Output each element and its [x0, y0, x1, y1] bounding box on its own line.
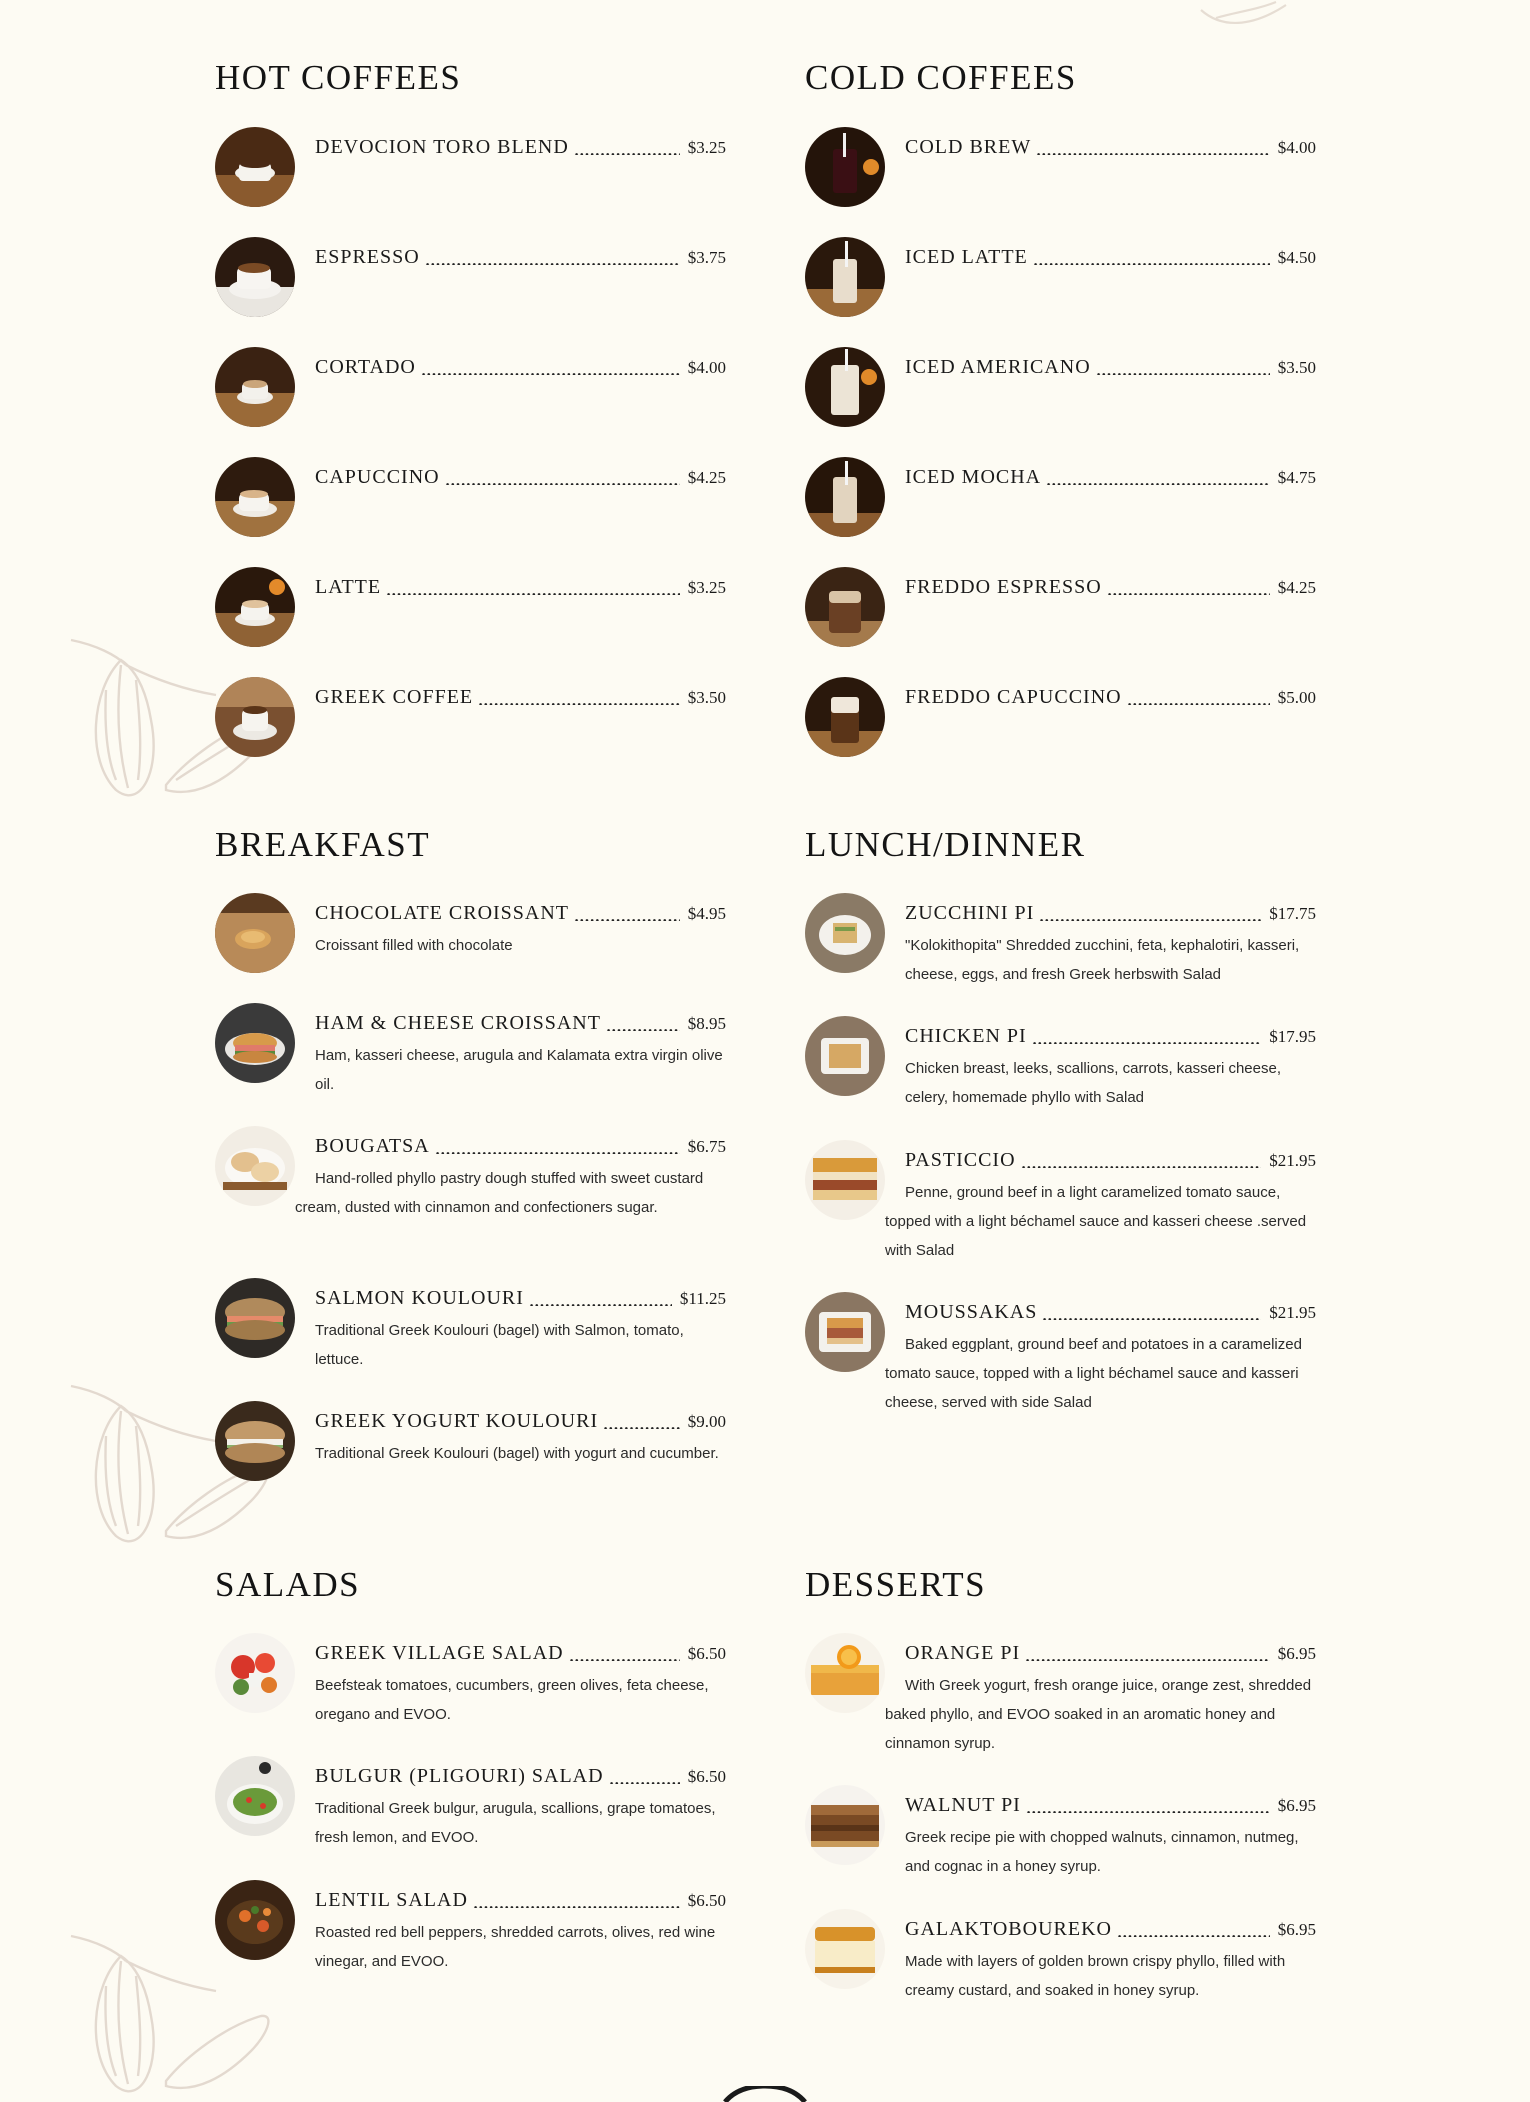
item-name: GREEK VILLAGE SALAD	[315, 1642, 564, 1664]
item-name: CAPUCCINO	[315, 466, 440, 488]
item-name: LENTIL SALAD	[315, 1889, 468, 1911]
item-price: $21.95	[1269, 1151, 1316, 1170]
item-price: $4.25	[687, 468, 726, 487]
item-description: Traditional Greek Koulouri (bagel) with Salmon, tomato, lettuce.	[315, 1322, 684, 1368]
freddo-capuccino-photo	[805, 677, 885, 757]
dot-leader	[609, 1782, 680, 1784]
cold-brew-photo	[805, 127, 885, 207]
dot-leader	[1032, 1042, 1262, 1044]
salmon-koulouri-photo	[215, 1278, 295, 1358]
dot-leader	[1107, 593, 1270, 595]
bulgur-salad-photo	[215, 1756, 295, 1836]
section-title: COLD COFFEES	[805, 58, 1077, 97]
item-name: GALAKTOBOUREKO	[905, 1918, 1112, 1940]
item-price: $3.50	[687, 688, 726, 707]
item-price: $3.25	[687, 578, 726, 597]
item-name: MOUSSAKAS	[905, 1301, 1038, 1323]
iced-americano-photo	[805, 347, 885, 427]
capuccino-photo	[215, 457, 295, 537]
item-name: CHICKEN PI	[905, 1025, 1027, 1047]
dot-leader	[1096, 373, 1270, 375]
dot-leader	[529, 1304, 672, 1306]
item-price: $4.50	[1277, 248, 1316, 267]
section-title: SALADS	[215, 1565, 361, 1604]
ham-cheese-croissant-photo	[215, 1003, 295, 1083]
item-name: BOUGATSA	[315, 1135, 430, 1157]
greek-yogurt-koulouri-photo	[215, 1401, 295, 1481]
iced-latte-photo	[805, 237, 885, 317]
item-name: COLD BREW	[905, 136, 1032, 158]
item-price: $3.75	[687, 248, 726, 267]
chicken-pi-photo	[805, 1016, 885, 1096]
section-title: HOT COFFEES	[215, 58, 462, 97]
item-price: $17.95	[1269, 1027, 1316, 1046]
dot-leader	[473, 1906, 680, 1908]
item-price: $11.25	[679, 1289, 726, 1308]
item-name: GREEK COFFEE	[315, 686, 474, 708]
dot-leader	[1046, 483, 1270, 485]
dot-leader	[1039, 919, 1261, 921]
orange-pi-photo	[805, 1633, 885, 1713]
section-title: DESSERTS	[805, 1565, 987, 1604]
dot-leader	[1036, 153, 1270, 155]
cortado-photo	[215, 347, 295, 427]
chocolate-croissant-photo	[215, 893, 295, 973]
item-name: LATTE	[315, 576, 382, 598]
item-price: $9.00	[687, 1412, 726, 1431]
item-description: Chicken breast, leeks, scallions, carrots, kasseri cheese, celery, homemade phyllo with Salad	[905, 1060, 1281, 1106]
item-price: $6.95	[1277, 1644, 1316, 1663]
item-price: $4.95	[687, 904, 726, 923]
bougatsa-photo	[215, 1126, 295, 1206]
item-price: $21.95	[1269, 1303, 1316, 1322]
leaf-decoration	[1196, 0, 1306, 30]
devocion-toro-blend-photo	[215, 127, 295, 207]
dot-leader	[1033, 263, 1270, 265]
item-description: Penne, ground beef in a light caramelized tomato sauce, topped with a light béchamel sauce and kasseri cheese .served with Salad	[885, 1184, 1307, 1259]
dot-leader	[1117, 1935, 1270, 1937]
item-description: "Kolokithopita" Shredded zucchini, feta, kephalotiri, kasseri, cheese, eggs, and fresh Greek herbswith Salad	[905, 937, 1300, 983]
item-price: $6.50	[687, 1767, 726, 1786]
item-description: Traditional Greek bulgur, arugula, scallions, grape tomatoes, fresh lemon, and EVOO.	[315, 1800, 716, 1846]
espresso-photo	[215, 237, 295, 317]
item-description: With Greek yogurt, fresh orange juice, orange zest, shredded baked phyllo, and EVOO soaked in an aromatic honey and cinnamon syrup.	[885, 1677, 1312, 1752]
dot-leader	[435, 1152, 680, 1154]
item-price: $4.25	[1277, 578, 1316, 597]
dot-leader	[1042, 1318, 1261, 1320]
greek-village-salad-photo	[215, 1633, 295, 1713]
item-name: CHOCOLATE CROISSANT	[315, 902, 570, 924]
dot-leader	[1026, 1811, 1270, 1813]
dot-leader	[574, 153, 680, 155]
item-description: Ham, kasseri cheese, arugula and Kalamata extra virgin olive oil.	[315, 1047, 723, 1093]
iced-mocha-photo	[805, 457, 885, 537]
item-name: ICED LATTE	[905, 246, 1028, 268]
item-price: $6.95	[1277, 1920, 1316, 1939]
item-description: Croissant filled with chocolate	[315, 937, 513, 954]
item-price: $5.00	[1277, 688, 1316, 707]
dot-leader	[1127, 703, 1270, 705]
dot-leader	[478, 703, 680, 705]
item-description: Hand-rolled phyllo pastry dough stuffed with sweet custard cream, dusted with cinnamon and confectioners sugar.	[295, 1170, 704, 1216]
dot-leader	[569, 1659, 680, 1661]
dot-leader	[445, 483, 680, 485]
item-price: $4.00	[1277, 138, 1316, 157]
item-name: ICED MOCHA	[905, 466, 1042, 488]
item-name: SALMON KOULOURI	[315, 1287, 524, 1309]
item-price: $4.75	[1277, 468, 1316, 487]
item-description: Beefsteak tomatoes, cucumbers, green olives, feta cheese, oregano and EVOO.	[315, 1677, 709, 1723]
item-name: BULGUR (PLIGOURI) SALAD	[315, 1765, 604, 1787]
item-price: $6.75	[687, 1137, 726, 1156]
item-description: Traditional Greek Koulouri (bagel) with yogurt and cucumber.	[315, 1445, 719, 1462]
item-price: $3.50	[1277, 358, 1316, 377]
lentil-salad-photo	[215, 1880, 295, 1960]
greek-coffee-photo	[215, 677, 295, 757]
dot-leader	[421, 373, 680, 375]
dot-leader	[1025, 1659, 1270, 1661]
item-price: $8.95	[687, 1014, 726, 1033]
moussakas-photo	[805, 1292, 885, 1372]
section-title: BREAKFAST	[215, 825, 431, 864]
dot-leader	[574, 919, 680, 921]
dot-leader	[606, 1029, 680, 1031]
item-price: $3.25	[687, 138, 726, 157]
item-description: Greek recipe pie with chopped walnuts, cinnamon, nutmeg, and cognac in a honey syrup.	[905, 1829, 1299, 1875]
item-description: Roasted red bell peppers, shredded carrots, olives, red wine vinegar, and EVOO.	[315, 1924, 716, 1970]
item-name: CORTADO	[315, 356, 416, 378]
dot-leader	[386, 593, 680, 595]
galaktoboureko-photo	[805, 1909, 885, 1989]
dot-leader	[425, 263, 680, 265]
item-name: ORANGE PI	[905, 1642, 1021, 1664]
item-name: ESPRESSO	[315, 246, 420, 268]
item-name: ZUCCHINI PI	[905, 902, 1035, 924]
item-name: DEVOCION TORO BLEND	[315, 136, 569, 158]
dot-leader	[603, 1427, 680, 1429]
item-description: Baked eggplant, ground beef and potatoes in a caramelized tomato sauce, topped with a light béchamel sauce and kasseri cheese, served with side Salad	[885, 1336, 1302, 1411]
item-name: HAM & CHEESE CROISSANT	[315, 1012, 601, 1034]
walnut-pi-photo	[805, 1785, 885, 1865]
section-title: LUNCH/DINNER	[805, 825, 1086, 864]
item-name: WALNUT PI	[905, 1794, 1021, 1816]
item-name: GREEK YOGURT KOULOURI	[315, 1410, 599, 1432]
item-price: $4.00	[687, 358, 726, 377]
logo-emblem	[720, 2086, 810, 2102]
item-price: $6.95	[1277, 1796, 1316, 1815]
item-description: Made with layers of golden brown crispy phyllo, filled with creamy custard, and soaked in honey syrup.	[905, 1953, 1286, 1999]
item-price: $6.50	[687, 1644, 726, 1663]
item-name: PASTICCIO	[905, 1149, 1016, 1171]
zucchini-pi-photo	[805, 893, 885, 973]
dot-leader	[1021, 1166, 1262, 1168]
latte-photo	[215, 567, 295, 647]
item-name: FREDDO CAPUCCINO	[905, 686, 1122, 708]
item-name: FREDDO ESPRESSO	[905, 576, 1102, 598]
item-price: $17.75	[1269, 904, 1316, 923]
item-name: ICED AMERICANO	[905, 356, 1091, 378]
pasticcio-photo	[805, 1140, 885, 1220]
item-price: $6.50	[687, 1891, 726, 1910]
freddo-espresso-photo	[805, 567, 885, 647]
